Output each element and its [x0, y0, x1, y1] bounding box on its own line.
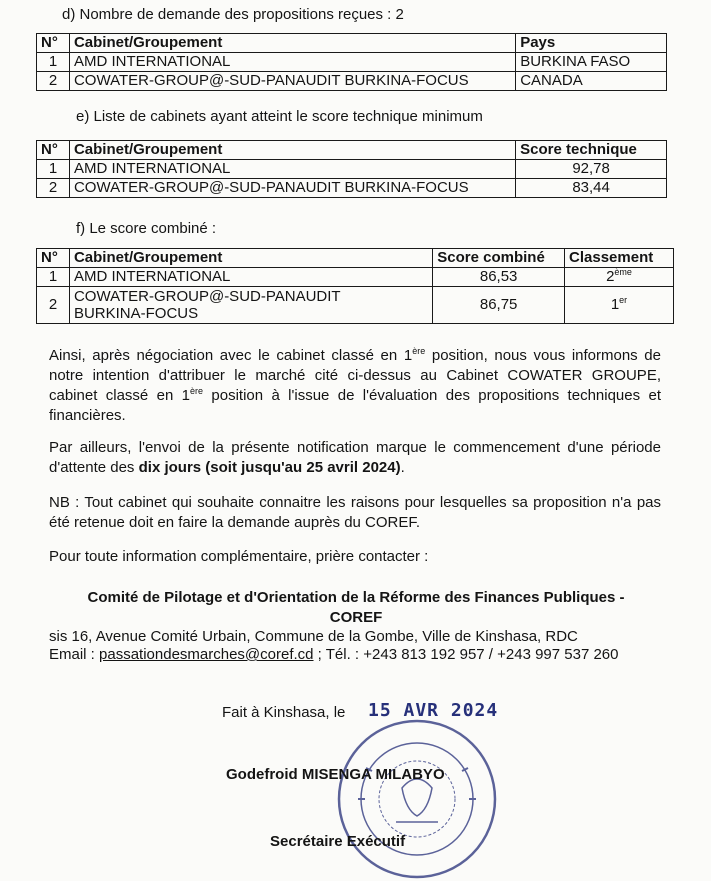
cabinet-line-2: BURKINA-FOCUS: [73, 305, 199, 322]
superscript: ère: [190, 386, 204, 396]
superscript: ère: [412, 346, 426, 356]
row-cabinet: COWATER-GROUP@-SUD-PANAUDIT BURKINA-FOCUS: [69, 179, 515, 198]
col-cabinet-header: Cabinet/Groupement: [69, 141, 515, 160]
rank-number: 1: [610, 296, 620, 313]
deadline-text: dix jours (soit jusqu'au 25 avril 2024): [138, 459, 401, 476]
row-pays: CANADA: [516, 72, 667, 91]
table-header-row: [37, 249, 674, 268]
col-pays-header: Pays: [516, 34, 667, 53]
col-score-header: Score combiné: [433, 249, 565, 268]
row-num: 2: [37, 287, 70, 324]
cabinet-line-1: COWATER-GROUP@-SUD-PANAUDIT: [73, 288, 341, 305]
text: .: [400, 459, 405, 476]
date-stamp: 15 AVR 2024: [368, 700, 499, 721]
place-date-label: Fait à Kinshasa, le: [222, 704, 346, 721]
row-score: 83,44: [516, 179, 667, 198]
row-num: 2: [37, 179, 70, 198]
table-row: [37, 72, 667, 91]
col-rank-header: Classement: [565, 249, 674, 268]
row-rank: [565, 268, 674, 287]
table-row: [37, 268, 674, 287]
official-seal-icon: [336, 718, 498, 880]
text: Par ailleurs, l'envoi de la présente notification marque le commencement d'une période d'attente des: [49, 439, 661, 476]
row-num: 1: [37, 268, 70, 287]
section-e-heading: e) Liste de cabinets ayant atteint le score technique minimum: [76, 108, 483, 125]
org-line-1: Comité de Pilotage et d'Orientation de la Réforme des Finances Publiques -: [87, 589, 625, 606]
combined-score-table: [36, 248, 674, 324]
rank-suffix: er: [619, 295, 628, 305]
section-f-heading: f) Le score combiné :: [76, 220, 217, 237]
table-row: [37, 53, 667, 72]
award-paragraph: [49, 346, 661, 426]
row-cabinet: AMD INTERNATIONAL: [69, 160, 515, 179]
row-cabinet: COWATER-GROUP@-SUD-PANAUDIT BURKINA-FOCUS: [69, 72, 515, 91]
table-row: [37, 179, 667, 198]
section-d-heading: d) Nombre de demande des propositions reçues : 2: [62, 6, 404, 23]
table-header-row: [37, 34, 667, 53]
row-cabinet: [69, 287, 432, 324]
waiting-period-paragraph: [49, 438, 661, 478]
table-header-row: [37, 141, 667, 160]
row-rank: [565, 287, 674, 324]
rank-number: 2: [606, 268, 615, 285]
applications-table: [36, 33, 667, 91]
col-cabinet-header: Cabinet/Groupement: [69, 34, 515, 53]
org-line-2: COREF: [329, 609, 383, 626]
col-num-header: N°: [37, 141, 70, 160]
row-score: 92,78: [516, 160, 667, 179]
address-line: sis 16, Avenue Comité Urbain, Commune de la Gombe, Ville de Kinshasa, RDC: [49, 628, 578, 645]
phone-numbers: ; Tél. : +243 813 192 957 / +243 997 537 260: [313, 646, 619, 663]
col-num-header: N°: [37, 34, 70, 53]
row-num: 2: [37, 72, 70, 91]
technical-score-table: [36, 140, 667, 198]
signer-title: Secrétaire Exécutif: [270, 833, 406, 850]
row-cabinet: AMD INTERNATIONAL: [69, 53, 515, 72]
col-score-header: Score technique: [516, 141, 667, 160]
email-phone-line: [49, 645, 699, 665]
nb-text: NB : Tout cabinet qui souhaite connaitre les raisons pour lesquelles sa proposition n'a pas été retenue doit en faire la demande auprès du COREF.: [49, 494, 661, 531]
text: Ainsi, après négociation avec le cabinet classé en 1: [49, 347, 413, 364]
text: position à l'issue de l'évaluation des propositions techniques et financières.: [49, 387, 661, 424]
rank-suffix: ème: [614, 267, 632, 277]
col-num-header: N°: [37, 249, 70, 268]
organization-name: [40, 588, 672, 628]
row-num: 1: [37, 160, 70, 179]
table-row: [37, 160, 667, 179]
row-num: 1: [37, 53, 70, 72]
text: position, nous vous informons de notre intention d'attribuer le marché cité ci-dessus au Cabinet COWATER GROUPE, cabinet classé en 1: [49, 347, 661, 404]
email-link[interactable]: passationdesmarches@coref.cd: [99, 646, 314, 663]
contact-intro-text: Pour toute information complémentaire, prière contacter :: [49, 548, 429, 565]
row-cabinet: AMD INTERNATIONAL: [69, 268, 432, 287]
row-score: 86,75: [433, 287, 565, 324]
nb-paragraph: [49, 493, 661, 533]
col-cabinet-header: Cabinet/Groupement: [69, 249, 432, 268]
table-row: [37, 287, 674, 324]
email-label: Email :: [49, 646, 100, 663]
row-pays: BURKINA FASO: [516, 53, 667, 72]
signer-name: Godefroid MISENGA MILABYO: [226, 766, 445, 783]
row-score: 86,53: [433, 268, 565, 287]
contact-intro: [49, 547, 661, 567]
